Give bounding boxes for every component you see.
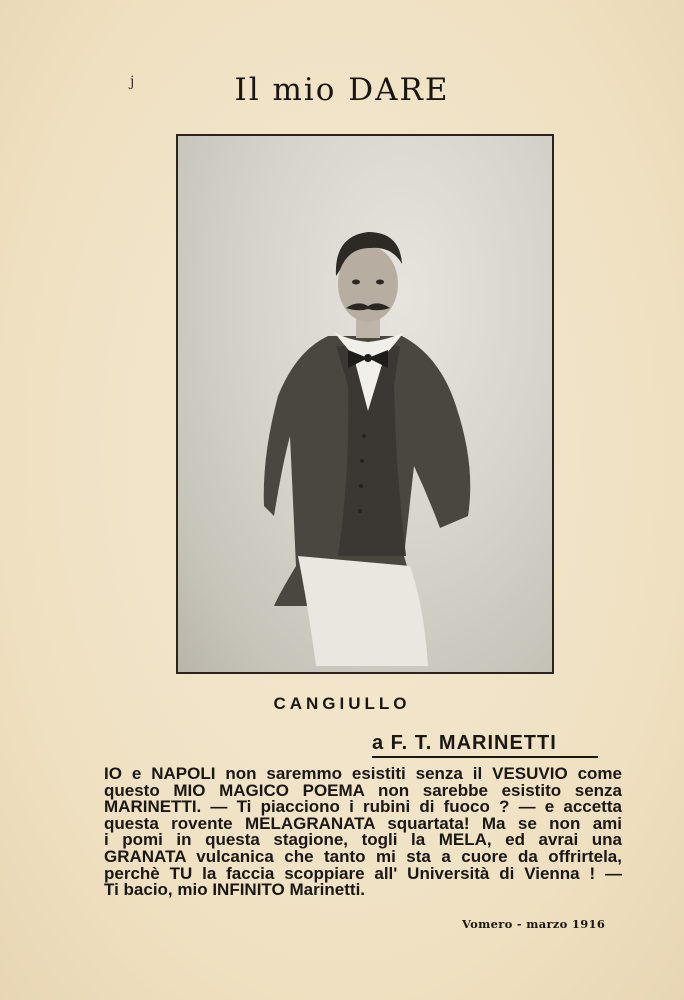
poem-line: questa rovente MELAGRANATA squartata! Ma se non ami — [104, 813, 622, 833]
poem-line: Ti bacio, mio INFINITO Marinetti. — [104, 880, 366, 900]
place-date-signature: Vomero - marzo 1916 — [462, 917, 606, 931]
dedication: a F. T. MARINETTI — [372, 732, 598, 758]
poem-text — [104, 766, 622, 899]
poem-line: perchè TU la faccia scoppiare all' Università di Vienna ! — — [104, 863, 622, 883]
author-caption: CANGIULLO — [273, 694, 411, 713]
poem-line: MARINETTI. — Ti piacciono i rubini di fuoco ? — e accetta — [104, 797, 622, 817]
poem-line: GRANATA vulcanica che tanto mi sta a cuore da offrirtela, — [104, 846, 622, 866]
page-title: Il mio DARE — [234, 72, 450, 108]
margin-mark: j — [130, 74, 135, 90]
poem-line: i pomi in questa stagione, togli la MELA, ed avrai una — [104, 830, 622, 850]
poem-line: questo MIO MAGICO POEMA non sarebbe esistito senza — [104, 780, 622, 800]
portrait-photo — [176, 134, 554, 674]
poem-line: IO e NAPOLI non saremmo esistiti senza il VESUVIO come — [104, 764, 622, 783]
portrait-figure — [178, 136, 552, 672]
